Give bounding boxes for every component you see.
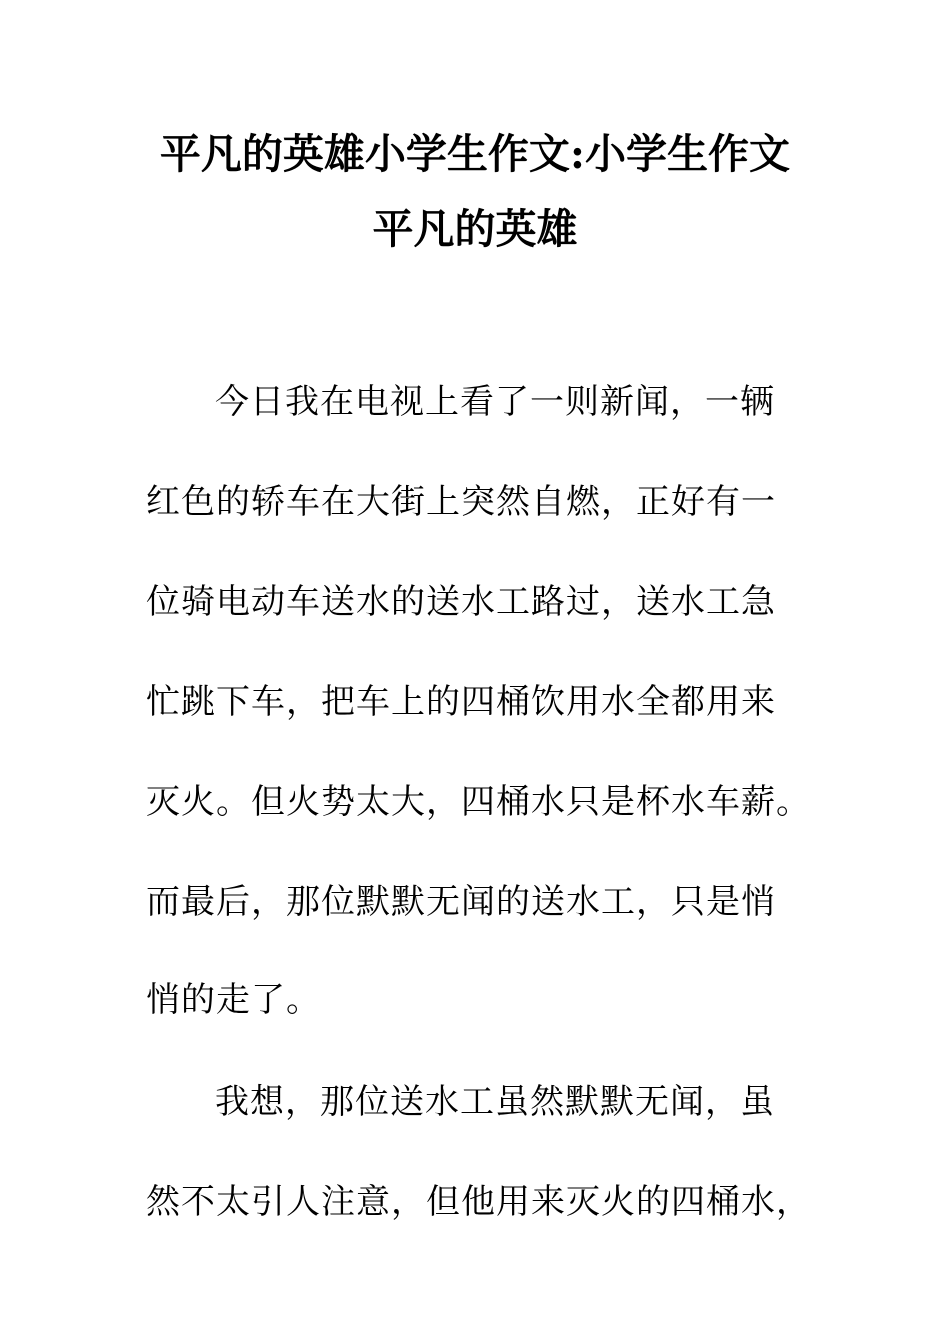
document-title-line-2: 平凡的英雄 [372,205,578,253]
paragraph-1-line-5: 灭火。但火势太大，四桶水只是杯水车薪。 [146,782,811,822]
paragraph-1-line-4: 忙跳下车，把车上的四桶饮用水全都用来 [146,682,776,722]
paragraph-1-line-2: 红色的轿车在大街上突然自燃，正好有一 [146,482,776,522]
paragraph-2-line-1: 我想，那位送水工虽然默默无闻，虽 [215,1082,775,1122]
paragraph-1-line-1: 今日我在电视上看了一则新闻，一辆 [215,382,775,422]
paragraph-1-line-3: 位骑电动车送水的送水工路过，送水工急 [146,582,776,622]
paragraph-1-line-7: 悄的走了。 [146,980,321,1020]
paragraph-1-line-6: 而最后，那位默默无闻的送水工，只是悄 [146,882,776,922]
paragraph-2-line-2: 然不太引人注意，但他用来灭火的四桶水， [146,1182,811,1222]
document-title-line-1: 平凡的英雄小学生作文:小学生作文 [159,130,791,178]
